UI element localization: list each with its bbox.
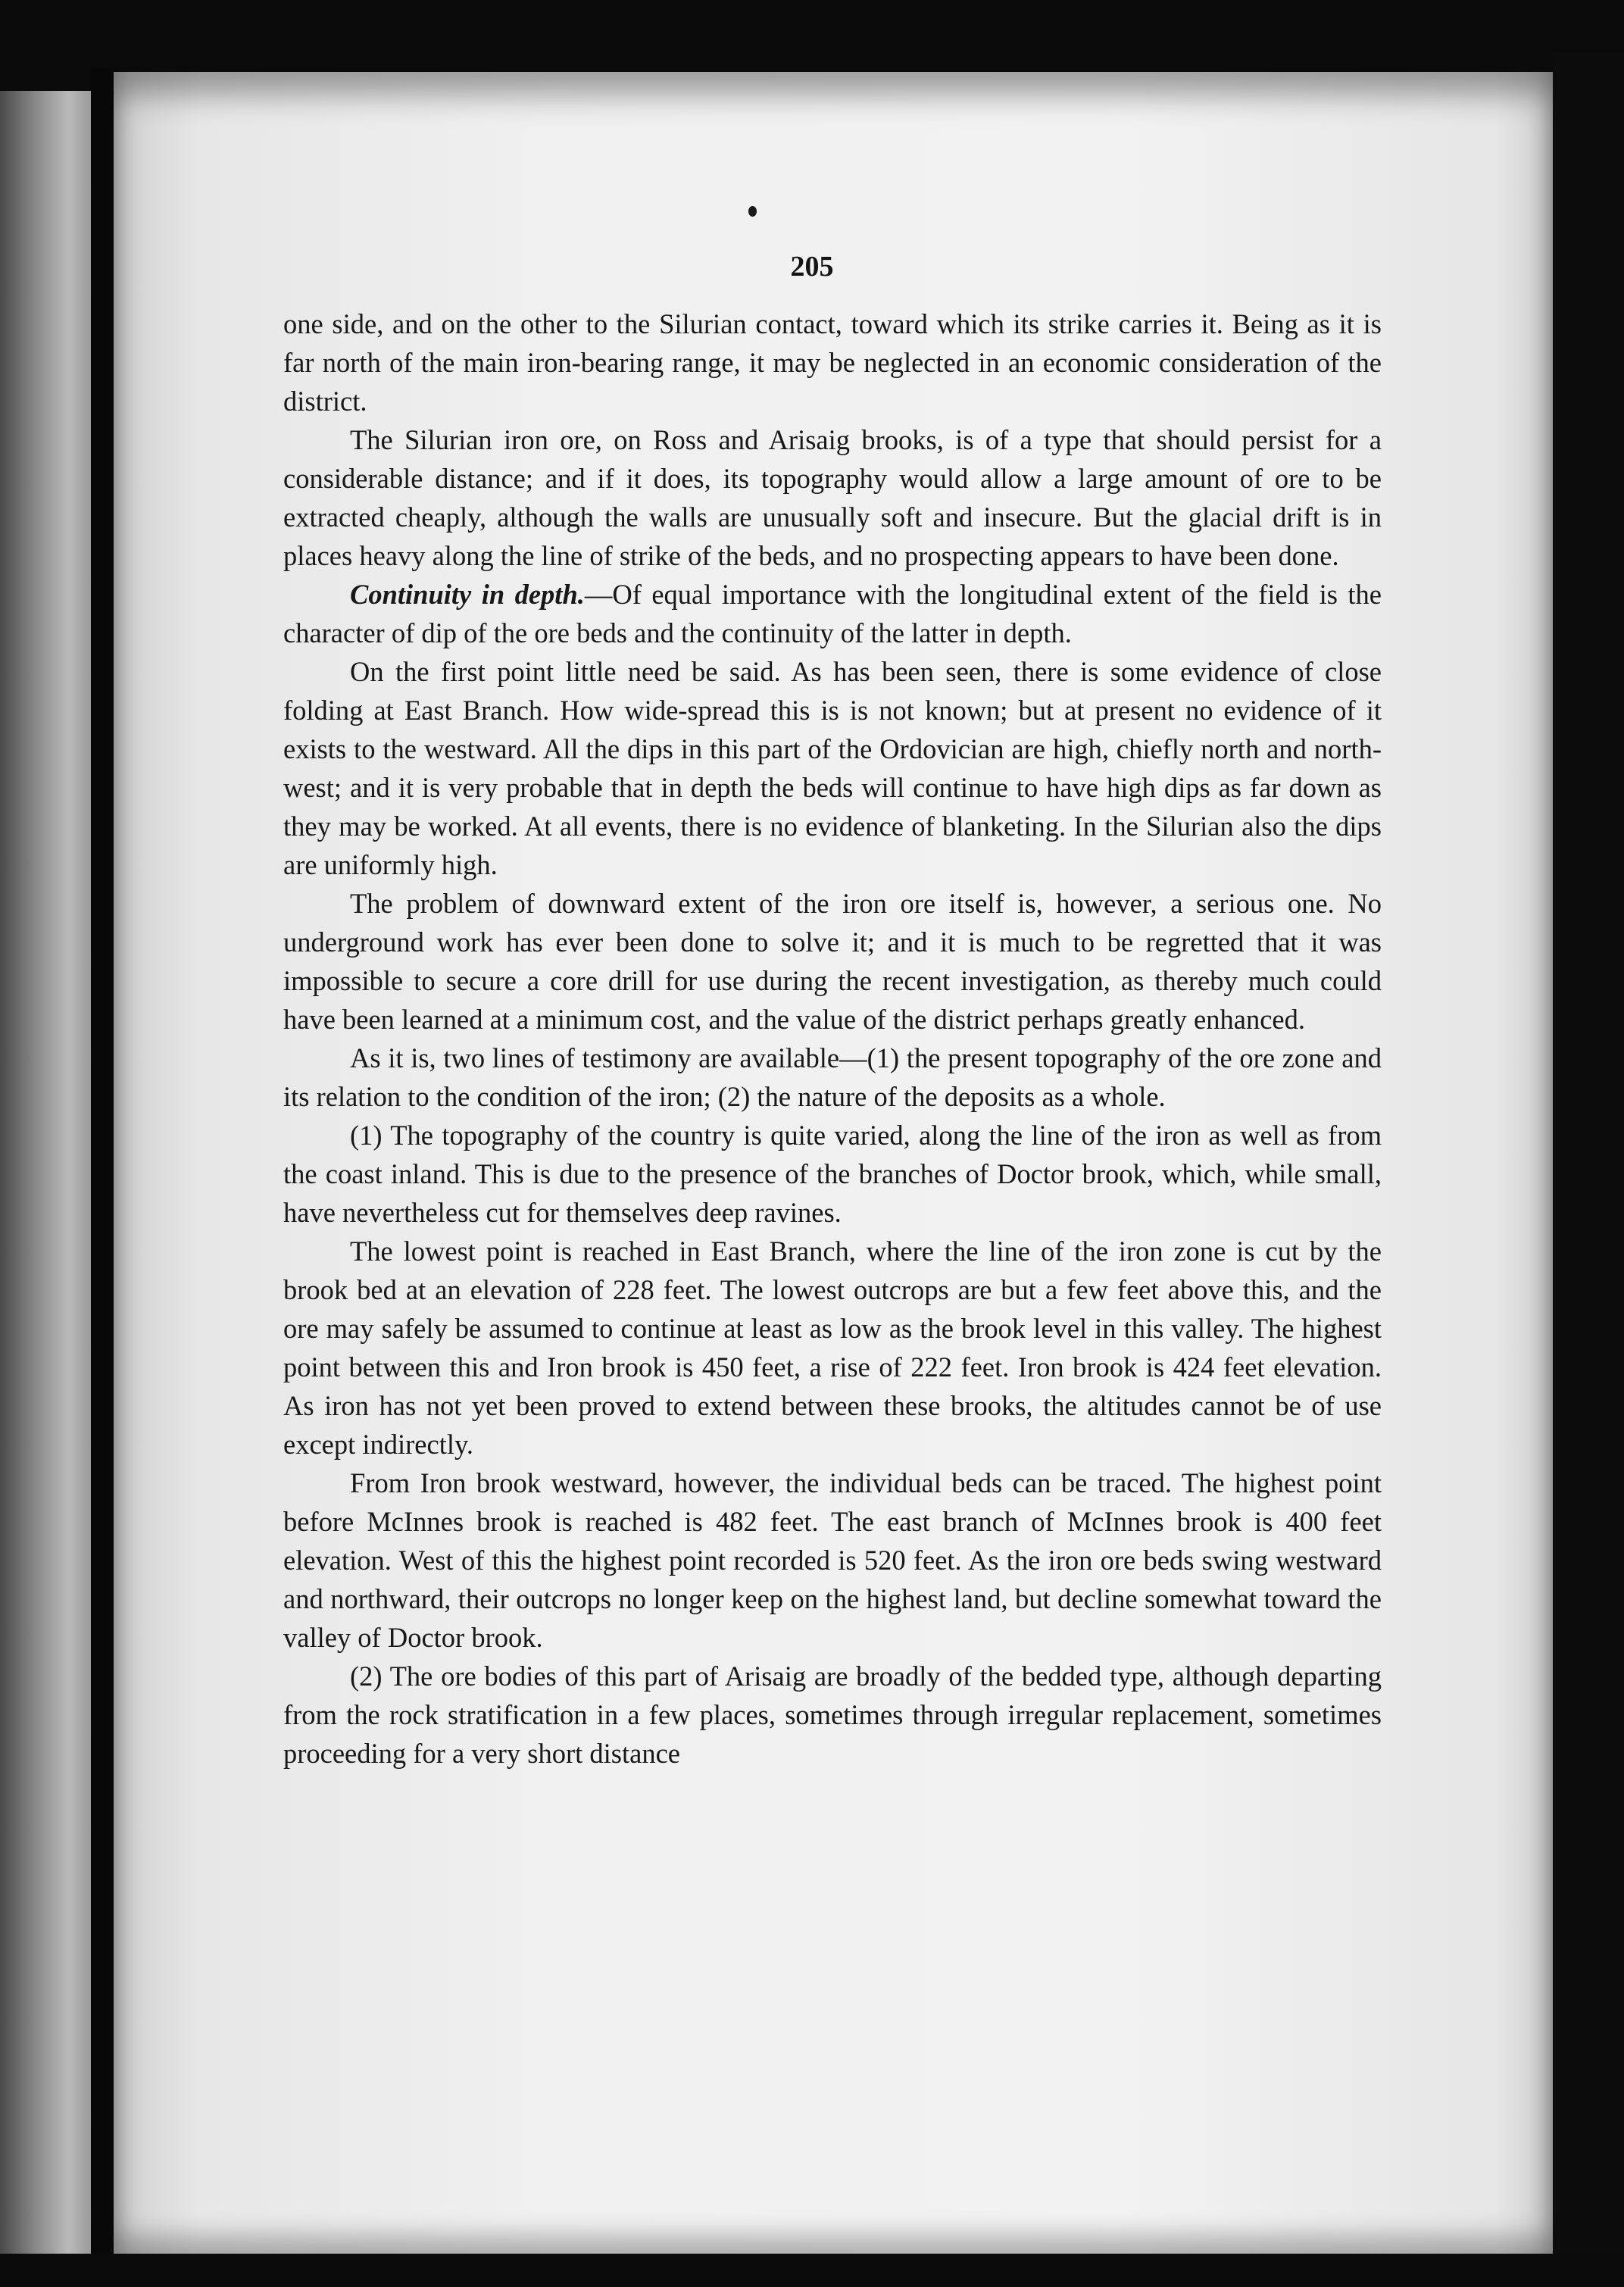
section-heading: Continuity in depth.	[350, 579, 585, 610]
paragraph-7: (1) The topography of the country is quite varied, along the line of the iron as well as from the coast inland. This is due to the presence of the branches of Doctor brook, which, while small, have nevertheless cut for themselves deep ravines.	[283, 1120, 1382, 1228]
paragraph-8: The lowest point is reached in East Branch, where the line of the iron zone is cut by the brook bed at an elevation of 228 feet. The lowest outcrops are but a few feet above this, and the ore may safely be assumed to continue at least as low as the brook level in this valley. The highest point between this and Iron brook is 450 feet, a rise of 222 feet. Iron brook is 424 feet elevation. As iron has not yet been proved to extend between these brooks, the altitudes cannot be of use except indirectly.	[283, 1236, 1382, 1460]
scan-border-right	[1553, 53, 1624, 2287]
scan-border-bottom	[0, 2254, 1624, 2287]
paragraph-10: (2) The ore bodies of this part of Arisaig are broadly of the bedded type, although departing from the rock stratification in a few places, sometimes through irregular replacement, sometimes proceeding for a very short distance	[283, 1661, 1382, 1769]
paragraph-3	[283, 575, 1382, 652]
paragraph-5: The problem of downward extent of the iron ore itself is, however, a serious one. No underground work has ever been done to solve it; and it is much to be regretted that it was impossible to secure a core drill for use during the recent investigation, as thereby much could have been learned at a minimum cost, and the value of the district perhaps greatly enhanced.	[283, 888, 1382, 1035]
printer-mark	[748, 206, 757, 217]
paragraph-9: From Iron brook westward, however, the individual beds can be traced. The highest point before McInnes brook is reached is 482 feet. The east branch of McInnes brook is 400 feet elevation. West of this the highest point recorded is 520 feet. As the iron ore beds swing westward and northward, their outcrops no longer keep on the highest land, but decline somewhat toward the valley of Doctor brook.	[283, 1467, 1382, 1653]
paragraph-6: As it is, two lines of testimony are available—(1) the present topography of the ore zone and its relation to the condition of the iron; (2) the nature of the deposits as a whole.	[283, 1042, 1382, 1112]
adjacent-page-edge	[0, 91, 91, 2257]
paragraph-3-text: —Of equal importance with the longitudinal extent of the field is the character of dip of the ore beds and the continuity of the latter in depth.	[283, 579, 1382, 648]
paragraph-2: The Silurian iron ore, on Ross and Arisaig brooks, is of a type that should persist for a considerable distance; and if it does, its topography would allow a large amount of ore to be extracted cheaply, although the walls are unusually soft and insecure. But the glacial drift is in places heavy along the line of strike of the beds, and no prospecting appears to have been done.	[283, 424, 1382, 571]
paragraph-4: On the first point little need be said. As has been seen, there is some evidence of close folding at East Branch. How wide-spread this is is not known; but at present no evidence of it exists to the westward. All the dips in this part of the Ordovician are high, chiefly north and north-west; and it is very probable that in depth the beds will continue to have high dips as far down as they may be worked. At all events, there is no evidence of blanketing. In the Silurian also the dips are uniformly high.	[283, 656, 1382, 880]
page-number: 205	[790, 251, 834, 283]
paragraph-1: one side, and on the other to the Silurian contact, toward which its strike carries it. Being as it is far north of the main iron-bearing range, it may be neglected in an economic consideration of the district.	[283, 308, 1382, 417]
body-text	[283, 305, 1382, 1773]
